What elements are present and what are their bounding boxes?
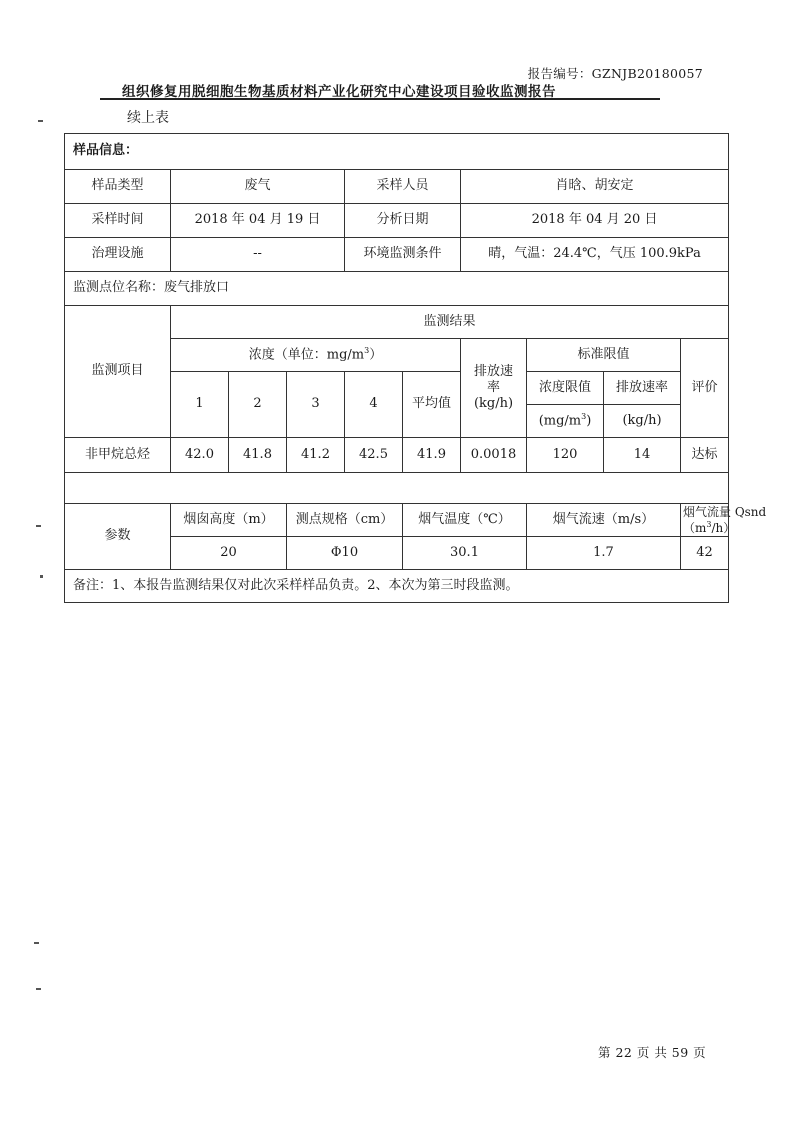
temperature-label: 烟气温度（℃） [403,504,527,537]
row-value-2: 41.8 [229,438,287,473]
sample-type-label: 样品类型 [65,170,171,204]
scan-mark [36,988,41,990]
title-rule [100,98,660,100]
col-sample-1: 1 [171,372,229,438]
emission-rate-header: 排放速 率 (kg/h) [461,339,527,438]
limit-concentration-unit: $(mg/m^3)$ [527,405,604,438]
analysis-date-value: 2018 年 04 月 20 日 [461,204,729,238]
stack-height-value: 20 [171,537,287,570]
continued-label: 续上表 [127,110,169,126]
col-sample-4: 4 [345,372,403,438]
col-sample-2: 2 [229,372,287,438]
monitoring-table [64,133,767,603]
spec-value: Φ10 [287,537,403,570]
sampling-time-label: 采样时间 [65,204,171,238]
row-item: 非甲烷总烃 [65,438,171,473]
row-average: 41.9 [403,438,461,473]
table-row [65,438,729,473]
remarks: 备注：1、本报告监测结果仅对此次采样样品负责。2、本次为第三时段监测。 [65,570,729,603]
report-number: 报告编号：GZNJB20180057 [527,66,703,81]
report-title: 组织修复用脱细胞生物基质材料产业化研究中心建设项目验收监测报告 [122,84,556,100]
env-conditions-value: 晴，气温：24.4℃，气压 100.9kPa [461,238,729,272]
sampling-time-value: 2018 年 04 月 19 日 [171,204,345,238]
spec-label: 测点规格（cm） [287,504,403,537]
limit-rate-unit: (kg/h) [604,405,681,438]
sampler-value: 肖晗、胡安定 [461,170,729,204]
treatment-label: 治理设施 [65,238,171,272]
row-limit-concentration: 120 [527,438,604,473]
env-conditions-label: 环境监测条件 [345,238,461,272]
limit-concentration-label: 浓度限值 [527,372,604,405]
scan-mark [36,525,41,527]
evaluation-header: 评价 [681,339,729,438]
monitoring-point [65,272,729,306]
analysis-date-label: 分析日期 [345,204,461,238]
standard-limit-header: 标准限值 [527,339,681,372]
row-value-3: 41.2 [287,438,345,473]
flow-value: 42 [681,537,729,570]
stack-height-label: 烟囱高度（m） [171,504,287,537]
params-label: 参数 [65,504,171,570]
velocity-value: 1.7 [527,537,681,570]
concentration-header: 浓度（单位：$mg/m^3$） [171,339,461,372]
sample-type-value: 废气 [171,170,345,204]
page-number: 第 22 页 共 59 页 [598,1045,707,1060]
sample-info-heading: 样品信息： [65,134,729,170]
flow-label: 烟气流量 Qsnd $(m^3/h)$ [681,504,729,537]
row-value-1: 42.0 [171,438,229,473]
temperature-value: 30.1 [403,537,527,570]
blank-row [65,473,729,504]
scan-mark [34,942,39,944]
scan-mark [40,575,43,578]
limit-rate-label: 排放速率 [604,372,681,405]
col-average: 平均值 [403,372,461,438]
monitoring-point-label: 监测点位名称： [73,280,165,296]
row-value-4: 42.5 [345,438,403,473]
velocity-label: 烟气流速（m/s） [527,504,681,537]
col-sample-3: 3 [287,372,345,438]
row-evaluation: 达标 [681,438,729,473]
row-emission-rate: 0.0018 [461,438,527,473]
sampler-label: 采样人员 [345,170,461,204]
monitoring-point-value: 废气排放口 [164,280,230,296]
scan-mark [38,120,43,122]
treatment-value: -- [171,238,345,272]
item-header: 监测项目 [65,306,171,438]
results-heading: 监测结果 [171,306,729,339]
row-limit-rate: 14 [604,438,681,473]
